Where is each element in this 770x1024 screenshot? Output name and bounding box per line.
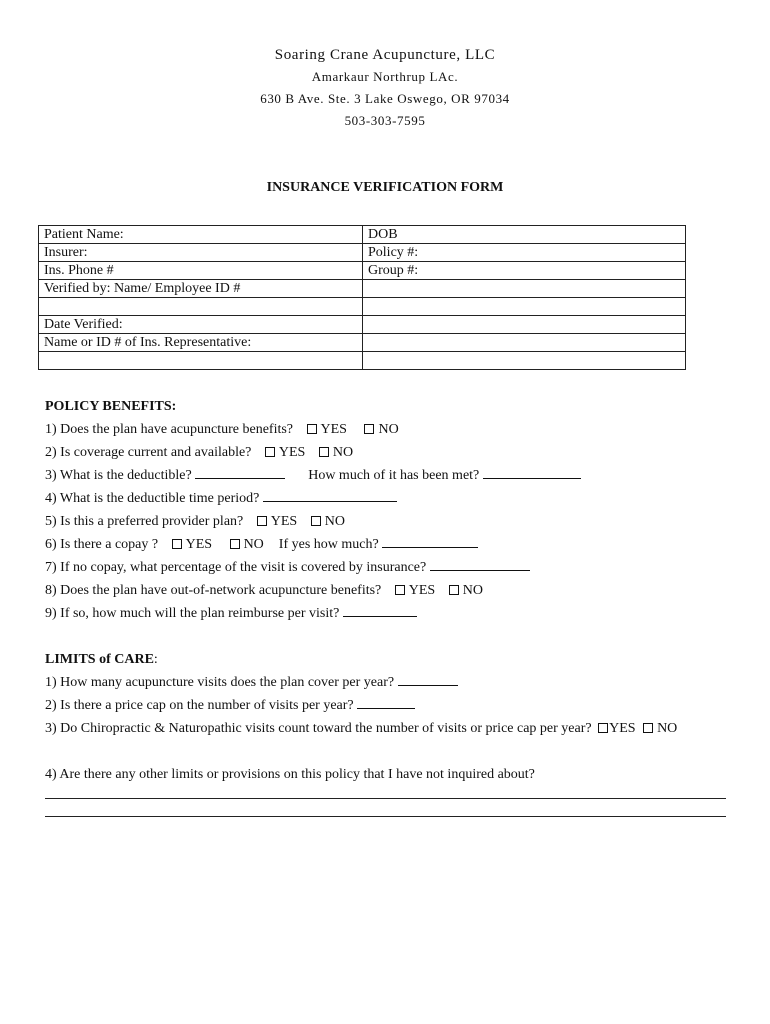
question-text: 4) Are there any other limits or provisions on this policy that I have not inquired about?: [45, 767, 535, 782]
table-row: [39, 280, 686, 298]
no-option[interactable]: [449, 579, 483, 602]
question-text: 1) Does the plan have acupuncture benefits?: [45, 422, 294, 437]
table-row: [39, 298, 686, 316]
no-label: NO: [657, 721, 678, 736]
answer-line-1[interactable]: [45, 798, 726, 799]
limits-question-4: [45, 763, 735, 786]
section-title-text: LIMITS of CARE: [45, 652, 154, 667]
question-5: [45, 510, 735, 533]
blank-cell[interactable]: [363, 316, 686, 334]
visits-per-year-blank[interactable]: [398, 673, 458, 686]
question-text: 1) How many acupuncture visits does the plan cover per year?: [45, 675, 395, 690]
answer-line-2[interactable]: [45, 816, 726, 817]
no-label: NO: [462, 583, 483, 598]
question-8: [45, 579, 735, 602]
letterhead: [0, 44, 770, 132]
no-option[interactable]: [311, 510, 345, 533]
checkbox-icon[interactable]: [230, 539, 240, 549]
practitioner-name: Amarkaur Northrup LAc.: [311, 69, 459, 84]
policy-benefits-section: [45, 395, 735, 625]
yes-label: YES: [320, 422, 347, 437]
time-period-blank[interactable]: [263, 489, 397, 502]
blank-cell[interactable]: [363, 280, 686, 298]
price-cap-blank[interactable]: [357, 696, 415, 709]
patient-name-field[interactable]: Patient Name:: [39, 226, 363, 244]
checkbox-icon[interactable]: [643, 723, 653, 733]
no-label: NO: [332, 445, 354, 460]
ins-representative-field[interactable]: Name or ID # of Ins. Representative:: [39, 334, 363, 352]
question-text: How much of it has been met?: [308, 468, 480, 483]
form-title: INSURANCE VERIFICATION FORM: [266, 180, 504, 195]
deductible-met-blank[interactable]: [483, 466, 581, 479]
section-title: POLICY BENEFITS:: [45, 399, 177, 414]
blank-cell[interactable]: [39, 352, 363, 370]
question-6: [45, 533, 735, 556]
checkbox-icon[interactable]: [395, 585, 405, 595]
yes-label: YES: [185, 537, 213, 552]
section-title-colon: :: [153, 652, 158, 667]
checkbox-icon[interactable]: [172, 539, 182, 549]
checkbox-icon[interactable]: [257, 516, 267, 526]
table-row: [39, 244, 686, 262]
question-text: If yes how much?: [278, 537, 379, 552]
question-text: 8) Does the plan have out-of-network acupuncture benefits?: [45, 583, 382, 598]
yes-label: YES: [408, 583, 436, 598]
limits-of-care-section: [45, 648, 735, 786]
blank-cell[interactable]: [363, 352, 686, 370]
blank-cell[interactable]: [39, 298, 363, 316]
question-text: 5) Is this a preferred provider plan?: [45, 514, 244, 529]
checkbox-icon[interactable]: [307, 424, 317, 434]
checkbox-icon[interactable]: [319, 447, 329, 457]
deductible-blank[interactable]: [195, 466, 285, 479]
limits-question-1: [45, 671, 735, 694]
policy-number-field[interactable]: Policy #:: [363, 244, 686, 262]
question-1: [45, 418, 735, 441]
table-row: [39, 352, 686, 370]
checkbox-icon[interactable]: [364, 424, 374, 434]
no-label: NO: [378, 422, 399, 437]
no-option[interactable]: [319, 441, 353, 464]
limits-question-2: [45, 694, 735, 717]
question-text: 4) What is the deductible time period?: [45, 491, 260, 506]
ins-phone-field[interactable]: Ins. Phone #: [39, 262, 363, 280]
question-text: 2) Is there a price cap on the number of visits per year?: [45, 698, 354, 713]
question-3: [45, 464, 735, 487]
question-text: 9) If so, how much will the plan reimburse per visit?: [45, 606, 340, 621]
patient-info-table: [38, 225, 686, 370]
section-title: [45, 648, 735, 671]
yes-option[interactable]: [265, 441, 305, 464]
question-text: 3) What is the deductible?: [45, 468, 192, 483]
table-row: [39, 262, 686, 280]
insurer-field[interactable]: Insurer:: [39, 244, 363, 262]
yes-label: YES: [278, 445, 306, 460]
table-row: [39, 226, 686, 244]
dob-field[interactable]: DOB: [363, 226, 686, 244]
question-text: 6) Is there a copay ?: [45, 537, 159, 552]
checkbox-icon[interactable]: [449, 585, 459, 595]
question-9: [45, 602, 735, 625]
no-option[interactable]: [230, 533, 264, 556]
blank-cell[interactable]: [363, 334, 686, 352]
yes-label: YES: [270, 514, 298, 529]
group-number-field[interactable]: Group #:: [363, 262, 686, 280]
yes-option[interactable]: [257, 510, 297, 533]
question-text: 2) Is coverage current and available?: [45, 445, 252, 460]
no-label: NO: [324, 514, 345, 529]
checkbox-icon[interactable]: [598, 723, 608, 733]
yes-option[interactable]: [395, 579, 435, 602]
company-name: Soaring Crane Acupuncture, LLC: [274, 47, 496, 63]
question-4: [45, 487, 735, 510]
yes-option[interactable]: [307, 418, 347, 441]
question-2: [45, 441, 735, 464]
verified-by-field[interactable]: Verified by: Name/ Employee ID #: [39, 280, 363, 298]
table-row: [39, 316, 686, 334]
company-phone: 503-303-7595: [344, 113, 426, 128]
no-label: NO: [243, 537, 264, 552]
date-verified-field[interactable]: Date Verified:: [39, 316, 363, 334]
checkbox-icon[interactable]: [265, 447, 275, 457]
question-text: 7) If no copay, what percentage of the visit is covered by insurance?: [45, 560, 427, 575]
yes-option[interactable]: [172, 533, 212, 556]
question-7: [45, 556, 735, 579]
question-text: 3) Do Chiropractic & Naturopathic visits count toward the number of visits or price cap per year?: [45, 721, 592, 736]
blank-cell[interactable]: [363, 298, 686, 316]
checkbox-icon[interactable]: [311, 516, 321, 526]
percentage-blank[interactable]: [430, 558, 530, 571]
copay-amount-blank[interactable]: [382, 535, 478, 548]
reimburse-blank[interactable]: [343, 604, 417, 617]
table-row: [39, 334, 686, 352]
yes-label: YES: [609, 721, 636, 736]
no-option[interactable]: [364, 418, 398, 441]
company-address: 630 B Ave. Ste. 3 Lake Oswego, OR 97034: [260, 91, 510, 106]
limits-question-3: [45, 717, 735, 740]
